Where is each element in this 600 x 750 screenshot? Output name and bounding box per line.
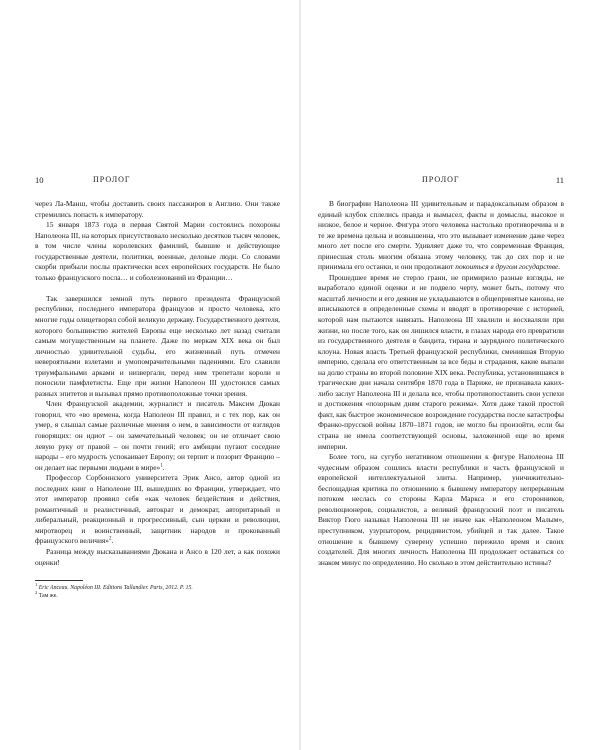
paragraph-text: Член Французской академии, журналист и писатель Максим Дюкан говорил, что «во времена, когда Наполеон III правил, и с тех пор, как он умер, я слышал самые различные мнения о нем, в зависимости от взглядов говорящих: он идиот – он замечательный человек; он не отличает свою левую руку от правой – он почти гений; его амбиции пугают соседние народы – его мудрость успокаивает Европу; он терпит и позорит Францию – он делает нас первыми людьми в мире» xyxy=(35,399,280,472)
book-gutter xyxy=(299,0,301,750)
right-page-number: 11 xyxy=(555,175,564,185)
right-running-head: ПРОЛОГ xyxy=(422,175,460,184)
footnote-mark: 2 xyxy=(35,590,38,596)
paragraph xyxy=(318,199,564,273)
footnote-mark: 1 xyxy=(35,582,38,588)
paragraph: Профессор Сорбоннского университета Эрик Ансо, автор одной из последних книг о Наполеоне III, вышедших во Франции, утверждает, что этот император проявил себя «как человек бездействия и действия, романтичный и реалистичный, автократ и демократ, авторитарный и либеральный, реакционный и прогрессивный, сын церкви и революции, миротворец и воинственный, защитник народов и прокованный французского величия»$^2$. xyxy=(35,473,280,546)
paragraph: через Ла-Манш, чтобы доставить своих пассажиров в Англию. Они также стремились попасть к императору. xyxy=(35,199,280,219)
paragraph: Более того, на сугубо негативном отношении к фигуре Наполеона III чудесным образом сошлись власти республики и часть французской и европейской интеллектуальной элиты. Например, уничижительно-беспощадная критика по отношению к бывшему императору непрерывным потоком неслась со стороны Карла Маркса и его сторонников, революционеров, социалистов, а великий французский поэт и писатель Виктор Гюго называл Наполеона III не иначе как «Наполеоном Малым», преступником, узурпатором, рецидивистом, убийцей и так далее. Такое отношение к бывшему суверену успешно пережило время и своих создателей. Для многих личность Наполеона III продолжает оставаться со знаком минус по определению. Но сколько в этом действительно истины? xyxy=(318,452,564,567)
right-page-header xyxy=(318,173,564,187)
paragraph: Так завершился земной путь первого президента Французской республики, последнего императора французов и просто человека, кто многие годы олицетворял собой великую державу. Государственного деятеля, которого большинство жителей Европы еще несколько лет назад считали самым могущественным на планете. Даже по меркам XIX века он был личностью удивительной судьбы, его жизненный путь отмечен невероятными взлетами и умопомрачительными падениями. Его славили триумфальными арками и низвергали, перед ним трепетали короли и поносили памфлетисты. Еще при жизни Наполеон III удостоился самых разных эпитетов и вызывал прямо противоположные точки зрения. xyxy=(35,293,280,398)
paragraph: Член Французской академии, журналист и писатель Максим Дюкан говорил, что «во времена, когда Наполеон III правил, и с тех пор, как он умер, я слышал самые различные мнения о нем, в зависимости от взглядов говорящих: он идиот – он замечательный человек; он не отличает свою левую руку от правой – он почти гений; его амбиции пугают соседние народы – его мудрость успокаивает Европу; он терпит и позорит Францию – он делает нас первыми людьми в мире»$^1$. xyxy=(35,399,280,472)
paragraph: Прошедшее время не стерло грани, не примирило разные взгляды, не выработало единой оценки и не подвело черту, может быть, потому что масштаб личности и его деяния не укладываются в общепринятые каноны, не вписываются в определенные схемы и вводят в противоречие с историей, которой нам пытаются навязать. Наполеона III хвалили и восхваляли при жизни, но после того, как он лишился власти, в глазах народа его превратили из государственного деятеля в бандита, тирана и заурядного политического клоуна. Новая власть Третьей французской республики, сменившая Вторую империю, сделала его ответственным за все беды и страдания, какие выпали на долю страны во второй половине XIX века. Республика, установившаяся в трагические дни начала сентября 1870 года в Париже, не признавала каких-либо заслуг Наполеона III и делала все, чтобы противопоставить свои успехи и достижения «позорным дням старого режима». Хотя даже такой простой факт, как быстрое экономическое возрождение государства после катастрофы Франко-прусской войны 1870–1871 годов, не могло бы произойти, если бы страна не имела соответствующей основы, заложенной еще во время империи. xyxy=(318,272,564,451)
paragraph-text: В биографии Наполеона III удивительным и парадоксальным образом в единый клубок сплелись правда и вымысел, факты и домыслы, высокое и низкое, белое и черное. Фигура этого человека настолько противоречива и в те же времена цельна и возвышенна, что это вызывает изменение даже через много лет после его смерти. Удивляет даже то, что современная Франция, принесшая столь многим обязана этому человеку, так до сих пор и не принимала его останки, и они продолжают xyxy=(318,199,564,272)
footnote-ref: 1 xyxy=(160,463,163,469)
paragraph: Разница между высказываниями Дюкана и Ансо в 120 лет, а как похожи оценки! xyxy=(35,547,280,567)
left-page-header xyxy=(35,173,280,187)
footnote xyxy=(35,592,280,600)
left-page-number: 10 xyxy=(35,175,44,185)
emphasis-text: покоиться в другом государстве. xyxy=(455,262,561,272)
footnotes xyxy=(35,580,280,600)
footnote-text: Eric Anceau. Napoléon III. Editions Tallandier. Paris, 2012. P. 15. xyxy=(38,585,193,591)
footnote-text: Там же. xyxy=(38,593,58,599)
footnote-ref: 2 xyxy=(109,536,112,542)
footnote xyxy=(35,584,280,592)
left-running-head: ПРОЛОГ xyxy=(93,175,131,184)
paragraph: 15 января 1873 года в первая Святой Марии состоялись похороны Наполеона III, на которых присутствовало несколько десятков тысяч человек, в том числе члены королевских фамилий, бывшие и действующие государственные деятели, политики, военные, деловые люди. Со словами скорби прибыли послы практически всех европейских государств. Не было только французского посла… и соболезнований из Франции… xyxy=(35,220,280,282)
footnote-rule xyxy=(35,580,83,581)
paragraph-text: Профессор Сорбоннского университета Эрик Ансо, автор одной из последних книг о Наполеоне III, вышедших во Франции, утверждает, что этот император проявил себя «как человек бездействия и действия, романтичный и реалистичный, автократ и демократ, авторитарный и либеральный, реакционный и прогрессивный, сын церкви и революции, миротворец и воинственный, защитник народов и прокованный французского величия» xyxy=(35,473,280,546)
left-page-body xyxy=(35,199,280,568)
right-page-body xyxy=(318,199,564,568)
